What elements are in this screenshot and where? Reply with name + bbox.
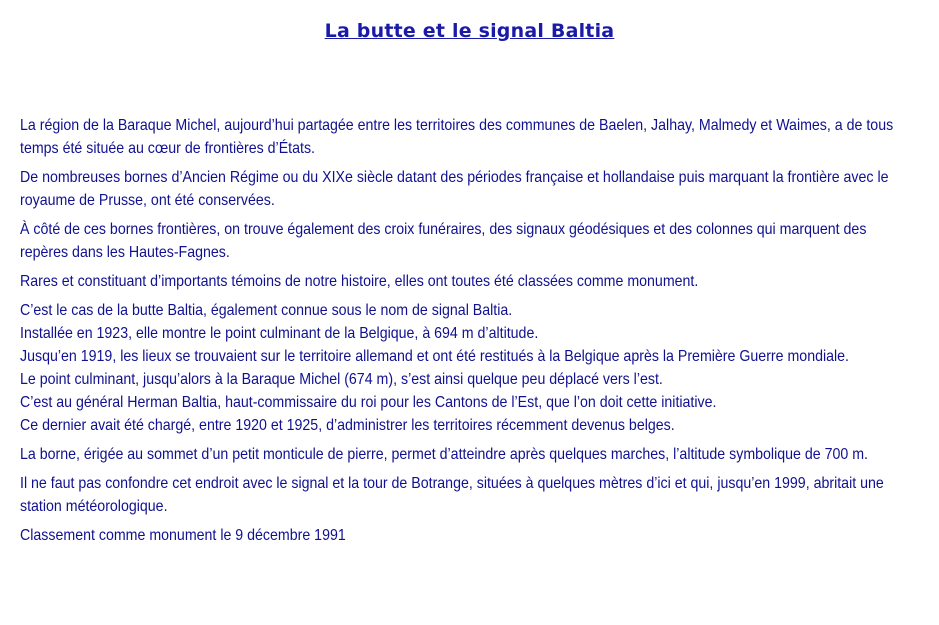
page-title: La butte et le signal Baltia xyxy=(324,20,615,42)
paragraph-text: Classement comme monument le 9 décembre 1991 xyxy=(20,527,346,544)
paragraph-line: C’est le cas de la butte Baltia, également connue sous le nom de signal Baltia. xyxy=(20,302,513,319)
paragraph-text: À côté de ces bornes frontières, on trouve également des croix funéraires, des signaux géodésiques et des colonnes qui marquent des repères dans les Hautes-Fagnes. xyxy=(20,221,867,261)
paragraph xyxy=(20,218,916,264)
paragraph-line: Jusqu’en 1919, les lieux se trouvaient sur le territoire allemand et ont été restitués à la Belgique après la Première Guerre mondiale. xyxy=(20,348,850,365)
paragraph xyxy=(20,114,916,160)
paragraph-line: C’est au général Herman Baltia, haut-commissaire du roi pour les Cantons de l’Est, que l’on doit cette initiative. xyxy=(20,394,717,411)
paragraph-text: Rares et constituant d’importants témoins de notre histoire, elles ont toutes été classées comme monument. xyxy=(20,273,699,290)
paragraph-line: Ce dernier avait été chargé, entre 1920 et 1925, d’administrer les territoires récemment devenus belges. xyxy=(20,417,675,434)
article-body xyxy=(20,114,916,553)
paragraph-text: Il ne faut pas confondre cet endroit avec le signal et la tour de Botrange, situées à quelques mètres d’ici et qui, jusqu’en 1999, abritait une station météorologique. xyxy=(20,475,884,515)
paragraph xyxy=(20,270,916,293)
paragraph xyxy=(20,472,916,518)
classification-date xyxy=(20,524,916,547)
paragraph-text: La région de la Baraque Michel, aujourd’hui partagée entre les territoires des communes de Baelen, Jalhay, Malmedy et Waimes, a de tous temps été située au cœur de frontières d’États. xyxy=(20,117,894,157)
paragraph xyxy=(20,299,916,437)
paragraph-text: La borne, érigée au sommet d’un petit monticule de pierre, permet d’atteindre après quelques marches, l’altitude symbolique de 700 m. xyxy=(20,446,868,463)
paragraph-line: Le point culminant, jusqu’alors à la Baraque Michel (674 m), s’est ainsi quelque peu déplacé vers l’est. xyxy=(20,371,663,388)
paragraph xyxy=(20,443,916,466)
paragraph xyxy=(20,166,916,212)
paragraph-text: De nombreuses bornes d’Ancien Régime ou du XIXe siècle datant des périodes française et hollandaise puis marquant la frontière avec le royaume de Prusse, ont été conservées. xyxy=(20,169,889,209)
paragraph-line: Installée en 1923, elle montre le point culminant de la Belgique, à 694 m d’altitude. xyxy=(20,325,539,342)
